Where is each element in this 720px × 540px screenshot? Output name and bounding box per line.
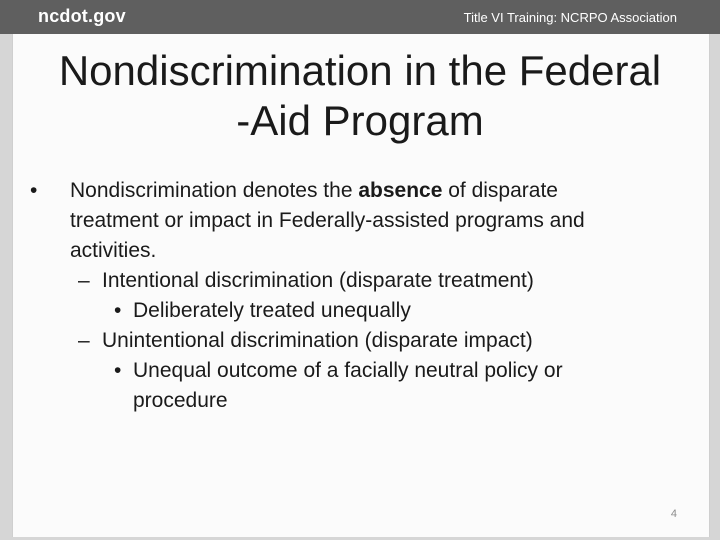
- detail-line-2: procedure: [133, 389, 228, 412]
- ncdot-logo: ncdot.gov: [38, 6, 126, 26]
- detail-line-1: • Unequal outcome of a facially neutral policy or: [133, 359, 563, 382]
- slide-body: [30, 176, 700, 416]
- slide-title: [0, 46, 720, 146]
- sub-bullet-unintentional: – Unintentional discrimination (disparate impact): [30, 326, 700, 356]
- bullet-emphasis: absence: [358, 179, 443, 202]
- header-bar: [0, 0, 720, 34]
- bullet-line-3: activities.: [70, 239, 157, 262]
- detail-bullet-intentional: [30, 296, 700, 326]
- detail-bullet-unintentional: [30, 356, 700, 416]
- bullet-text-end: of disparate: [442, 179, 558, 202]
- bullet-line-2: treatment or impact in Federally-assisted programs and: [70, 209, 585, 232]
- page-number: 4: [670, 508, 677, 520]
- bullet-text-start: Nondiscrimination denotes the: [70, 179, 359, 202]
- title-line-2: -Aid Program: [236, 97, 484, 144]
- detail-line: • Deliberately treated unequally: [133, 299, 411, 322]
- title-line-1: Nondiscrimination in the Federal: [58, 47, 662, 94]
- sub-bullet-intentional: – Intentional discrimination (disparate treatment): [30, 266, 700, 296]
- bullet-line-1: [70, 176, 700, 206]
- course-label: Title VI Training: NCRPO Association: [463, 10, 677, 25]
- bullet-nondiscrimination: [30, 176, 700, 266]
